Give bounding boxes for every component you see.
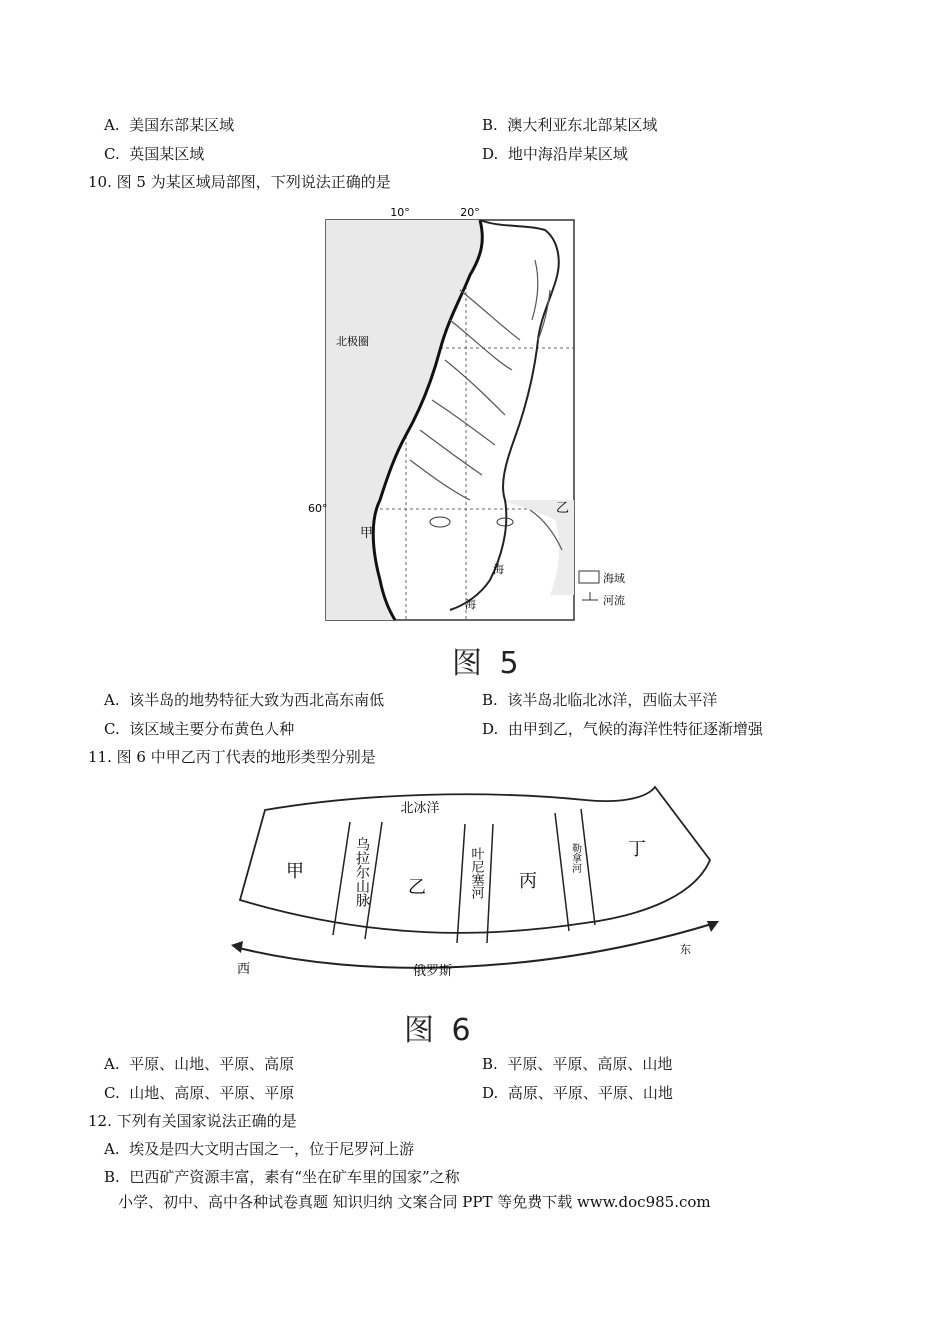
legend-sea-swatch [579, 571, 599, 583]
footer-ad-text: 小学、初中、高中各种试卷真题 知识归纳 文案合同 PPT 等免费下载 www.doc985.com [118, 1193, 711, 1211]
label-sea-2: 海 [465, 598, 476, 611]
label-bing: 丙 [519, 871, 537, 892]
label-lena-river: 勒拿河 [569, 843, 581, 873]
q11-option-a: A. 平原、山地、平原、高原 [104, 1055, 295, 1073]
q11-option-c: C. 山地、高原、平原、平原 [104, 1084, 295, 1102]
q12-option-a: A. 埃及是四大文明古国之一，位于尼罗河上游 [104, 1140, 415, 1158]
q12-stem: 12. 下列有关国家说法正确的是 [88, 1112, 297, 1130]
figure-5-caption: 图 5 [452, 646, 523, 681]
legend-sea-label: 海域 [603, 572, 625, 585]
label-yi: 乙 [556, 501, 570, 516]
q10-option-a: A. 该半岛的地势特征大致为西北高东南低 [104, 691, 385, 709]
label-lon-20: 20° [460, 206, 480, 219]
label-lon-10: 10° [390, 206, 410, 219]
q9-option-b: B. 澳大利亚东北部某区域 [482, 116, 658, 134]
label-east: 东 [680, 943, 691, 956]
q9-option-d: D. 地中海沿岸某区域 [482, 145, 628, 163]
label-yenisei-river: 叶尼塞河 [468, 847, 484, 899]
label-arctic-ocean: 北冰洋 [400, 801, 440, 816]
q12-option-b: B. 巴西矿产资源丰富，素有“坐在矿车里的国家”之称 [104, 1168, 460, 1186]
label-russia: 俄罗斯 [413, 964, 453, 979]
figure-6-caption: 图 6 [404, 1013, 475, 1048]
label-lat-60: 60° [308, 502, 328, 515]
q11-option-d: D. 高原、平原、平原、山地 [482, 1084, 673, 1102]
label-west: 西 [237, 962, 251, 977]
q10-stem: 10. 图 5 为某区域局部图，下列说法正确的是 [88, 173, 391, 191]
q11-option-b: B. 平原、平原、高原、山地 [482, 1055, 673, 1073]
legend-river-label: 河流 [603, 594, 625, 607]
arrow-head-east [707, 921, 719, 932]
legend-river-swatch [582, 592, 598, 600]
label-ding: 丁 [628, 839, 646, 860]
figure-5-map [300, 200, 650, 630]
label-sea-1: 海 [493, 563, 504, 576]
q10-option-c: C. 该区域主要分布黄色人种 [104, 720, 295, 738]
q9-option-a: A. 美国东部某区域 [104, 116, 235, 134]
label-arctic-circle: 北极圈 [336, 335, 369, 348]
label-yi: 乙 [408, 877, 426, 898]
arrow-head-west [231, 941, 243, 953]
q11-stem: 11. 图 6 中甲乙丙丁代表的地形类型分别是 [88, 748, 376, 766]
figure-6-diagram [225, 775, 725, 990]
q10-option-b: B. 该半岛北临北冰洋，西临太平洋 [482, 691, 718, 709]
label-jia: 甲 [286, 861, 304, 882]
q9-option-c: C. 英国某区域 [104, 145, 205, 163]
q10-option-d: D. 由甲到乙，气候的海洋性特征逐渐增强 [482, 720, 763, 738]
label-jia: 甲 [360, 526, 374, 541]
label-ural-mountains: 乌拉尔山脉 [354, 837, 370, 907]
